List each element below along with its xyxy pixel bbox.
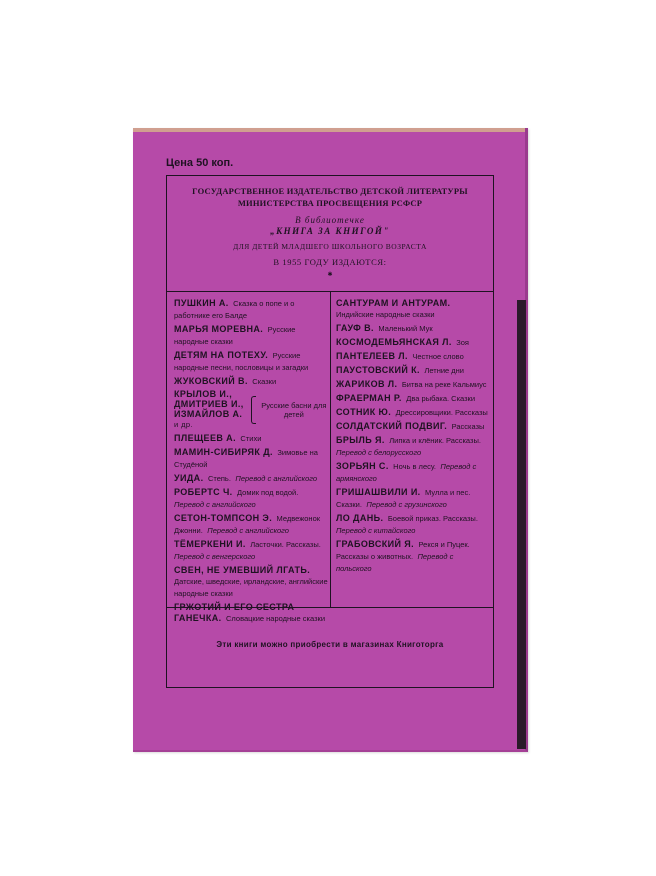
book-title: Битва на реке Кальмиус xyxy=(401,380,487,389)
list-item xyxy=(336,538,488,574)
translation-note: Перевод с английского xyxy=(235,474,318,483)
list-item xyxy=(336,322,488,334)
ornament-star: ✱ xyxy=(327,272,333,278)
group-authors xyxy=(174,389,247,430)
book-author: ГАУФ В. xyxy=(336,323,374,333)
book-author-etc: и др. xyxy=(174,420,193,429)
book-title: Липка и клёник. Рассказы. xyxy=(389,436,481,445)
book-author: ГРЖОТИЙ И ЕГО СЕСТРА ГАНЕЧКА. xyxy=(174,602,295,623)
list-item xyxy=(174,564,329,599)
list-item xyxy=(174,297,329,321)
translation-note: Перевод с армянского xyxy=(336,462,477,483)
bookstore-notice: Эти книги можно приобрести в магазинах Книготорга xyxy=(216,640,444,649)
book-author: МАРЬЯ МОРЕВНА. xyxy=(174,324,264,334)
book-author: ПАНТЕЛЕЕВ Л. xyxy=(336,351,408,361)
book-author: СОЛДАТСКИЙ ПОДВИГ. xyxy=(336,421,448,431)
book-title: Русские народные песни, пословицы и загадки xyxy=(174,351,309,372)
book-title: Рассказы xyxy=(451,422,485,431)
translation-note: Перевод с грузинского xyxy=(366,500,447,509)
book-title: Мулла и пес. Сказки. xyxy=(336,488,471,509)
list-item xyxy=(336,512,488,536)
book-author: ТЁМЕРКЕНИ И. xyxy=(174,539,246,549)
book-author: БРЫЛЬ Я. xyxy=(336,435,385,445)
book-title: Боевой приказ. Рассказы. xyxy=(387,514,478,523)
year-line: В 1955 ГОДУ ИЗДАЮТСЯ: xyxy=(273,257,387,267)
list-item xyxy=(336,297,488,320)
list-item xyxy=(336,350,488,362)
book-author: СОТНИК Ю. xyxy=(336,407,392,417)
book-author: ДМИТРИЕВ И., xyxy=(174,399,244,409)
book-author: ЖАРИКОВ Л. xyxy=(336,379,398,389)
book-title: Домик под водой. xyxy=(237,488,299,497)
book-title: Русские народные сказки xyxy=(174,325,296,346)
book-title: Словацкие народные сказки xyxy=(226,614,326,623)
book-title: Рекся и Пуцек. Рассказы о животных. xyxy=(336,540,470,561)
list-item xyxy=(336,392,488,404)
book-title: Летние дни xyxy=(424,366,464,375)
book-title: Два рыбака. Сказки xyxy=(406,394,476,403)
list-item xyxy=(174,349,329,373)
list-item xyxy=(336,406,488,418)
translation-note: Перевод с польского xyxy=(336,552,454,573)
book-author: СВЕН, НЕ УМЕВШИЙ ЛГАТЬ. xyxy=(174,565,311,575)
ministry-name: МИНИСТЕРСТВА ПРОСВЕЩЕНИЯ РСФСР xyxy=(237,198,423,208)
book-author: САНТУРАМ И АНТУРАМ. xyxy=(336,298,451,308)
book-title: Зоя xyxy=(456,338,469,347)
series-intro: В библиотечке xyxy=(295,215,365,225)
list-item xyxy=(174,446,329,470)
book-author: ПУШКИН А. xyxy=(174,298,229,308)
translation-note: Перевод с английского xyxy=(207,526,289,535)
translation-note: Перевод с английского xyxy=(174,500,256,509)
publisher-name: ГОСУДАРСТВЕННОЕ ИЗДАТЕЛЬСТВО ДЕТСКОЙ ЛИТЕРАТУРЫ xyxy=(192,186,468,196)
list-item xyxy=(336,460,488,484)
price-label: Цена 50 коп. xyxy=(166,157,234,169)
translation-note: Перевод с венгерского xyxy=(174,552,256,561)
book-title: Индийские народные сказки xyxy=(336,310,435,319)
list-item xyxy=(174,323,329,347)
book-author: УИДА. xyxy=(174,473,204,483)
list-item xyxy=(336,364,488,376)
book-list-left xyxy=(174,297,329,626)
book-author: МАМИН-СИБИРЯК Д. xyxy=(174,447,273,457)
list-item xyxy=(174,472,329,484)
list-item xyxy=(174,432,329,444)
book-author: ЛО ДАНЬ. xyxy=(336,513,384,523)
book-author: КОСМОДЕМЬЯНСКАЯ Л. xyxy=(336,337,452,347)
list-item xyxy=(174,601,329,624)
translation-note: Перевод с китайского xyxy=(336,526,416,535)
book-author: ДЕТЯМ НА ПОТЕХУ. xyxy=(174,350,269,360)
book-author: ФРАЕРМАН Р. xyxy=(336,393,402,403)
list-item xyxy=(174,375,329,387)
book-author: ЖУКОВСКИЙ В. xyxy=(174,376,248,386)
list-item xyxy=(174,538,329,562)
list-item xyxy=(174,486,329,510)
column-divider xyxy=(330,291,331,607)
book-title: Стихи xyxy=(240,434,262,443)
book-title: Дрессировщики. Рассказы xyxy=(395,408,488,417)
cover-spine-shadow xyxy=(517,300,526,749)
list-item xyxy=(174,512,329,536)
curly-brace xyxy=(251,396,256,424)
book-author: СЕТОН-ТОМПСОН Э. xyxy=(174,513,273,523)
book-author: ИЗМАЙЛОВ А. xyxy=(174,409,243,419)
book-author: ЗОРЬЯН С. xyxy=(336,461,389,471)
list-item xyxy=(336,434,488,458)
book-title: Ласточки. Рассказы. xyxy=(250,540,321,549)
book-title: Медвежонок Джонни. xyxy=(174,514,321,535)
book-title: Сказка о попе и о работнике его Балде xyxy=(174,299,295,320)
book-title: Русские басни для детей xyxy=(261,400,327,419)
book-title: Сказки xyxy=(252,377,277,386)
list-item xyxy=(336,336,488,348)
book-title: Честное слово xyxy=(412,352,464,361)
book-author: ПАУСТОВСКИЙ К. xyxy=(336,365,420,375)
cover-worn-edge xyxy=(133,128,525,132)
book-author: ГРАБОВСКИЙ Я. xyxy=(336,539,415,549)
translation-note: Перевод с белорусского xyxy=(336,448,422,457)
book-title: Зимовье на Студёной xyxy=(174,448,318,469)
list-item-group xyxy=(174,389,329,430)
book-title: Степь. xyxy=(207,474,231,483)
book-title: Маленький Мук xyxy=(378,324,433,333)
audience-line: ДЛЯ ДЕТЕЙ МЛАДШЕГО ШКОЛЬНОГО ВОЗРАСТА xyxy=(233,242,427,251)
book-author: КРЫЛОВ И., xyxy=(174,389,233,399)
book-author: ГРИШАШВИЛИ И. xyxy=(336,487,421,497)
catalog-frame xyxy=(166,175,494,688)
book-title: Ночь в лесу. xyxy=(393,462,436,471)
book-author: ПЛЕЩЕЕВ А. xyxy=(174,433,236,443)
book-title: Датские, шведские, ирландские, английские народные сказки xyxy=(174,577,328,598)
series-title: „КНИГА ЗА КНИГОЙ" xyxy=(270,226,390,236)
list-item xyxy=(336,420,488,432)
list-item xyxy=(336,378,488,390)
book-list-right xyxy=(336,297,488,576)
book-author: РОБЕРТС Ч. xyxy=(174,487,233,497)
list-item xyxy=(336,486,488,510)
